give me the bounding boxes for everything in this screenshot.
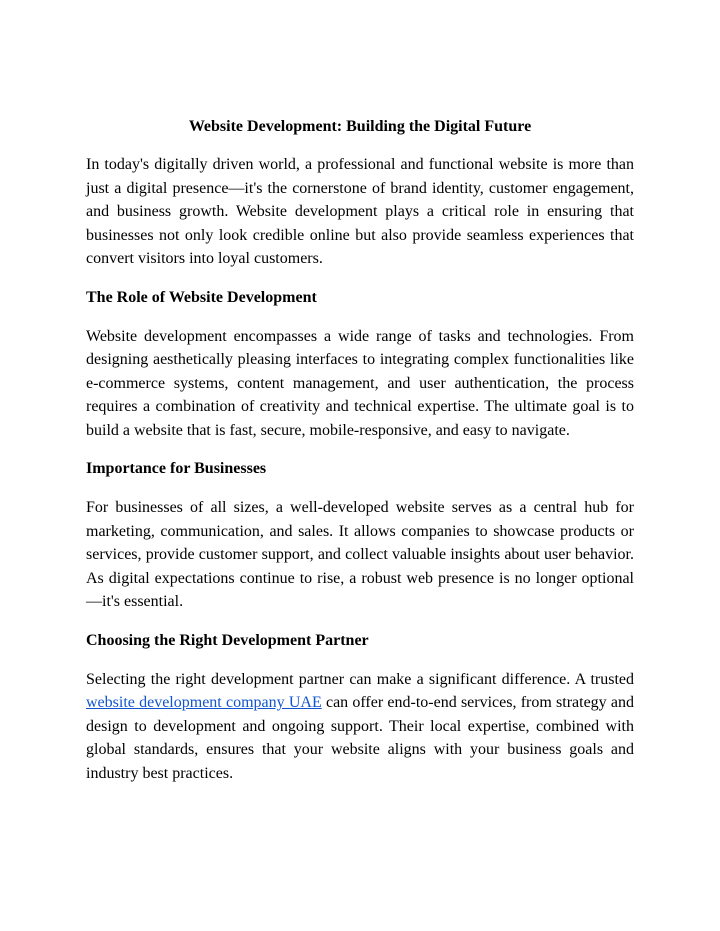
partner-text-before-link: Selecting the right development partner can make a significant difference. A trusted xyxy=(86,670,634,688)
section-body-partner xyxy=(86,668,634,786)
section-heading-importance: Importance for Businesses xyxy=(86,460,267,477)
website-development-company-link[interactable]: website development company UAE xyxy=(86,694,322,711)
section-body-importance: For businesses of all sizes, a well-developed website serves as a central hub for marketing, communication, and sales. It allows companies to showcase products or services, provide customer support, and collect valuable insights about user behavior. As digital expectations continue to rise, a robust web presence is no longer optional—it's essential. xyxy=(86,499,634,610)
intro-paragraph: In today's digitally driven world, a professional and functional website is more than just a digital presence—it's the cornerstone of brand identity, customer engagement, and business growth. Website development plays a critical role in ensuring that businesses not only look credible online but also provide seamless experiences that convert visitors into loyal customers. xyxy=(86,156,634,267)
section-body-role: Website development encompasses a wide range of tasks and technologies. From designing aesthetically pleasing interfaces to integrating complex functionalities like e-commerce systems, content management, and user authentication, the process requires a combination of creativity and technical expertise. The ultimate goal is to build a website that is fast, secure, mobile-responsive, and easy to navigate. xyxy=(86,327,634,439)
section-heading-role: The Role of Website Development xyxy=(86,288,317,306)
section-heading-partner: Choosing the Right Development Partner xyxy=(86,631,369,649)
document-title: Website Development: Building the Digital Future xyxy=(188,118,532,135)
partner-text-after-link: can offer end-to-end services, from strategy and design to development and ongoing support. Their local expertise, combined with global standards, ensures that your website aligns with your business goals and industry best practices. xyxy=(86,694,635,782)
